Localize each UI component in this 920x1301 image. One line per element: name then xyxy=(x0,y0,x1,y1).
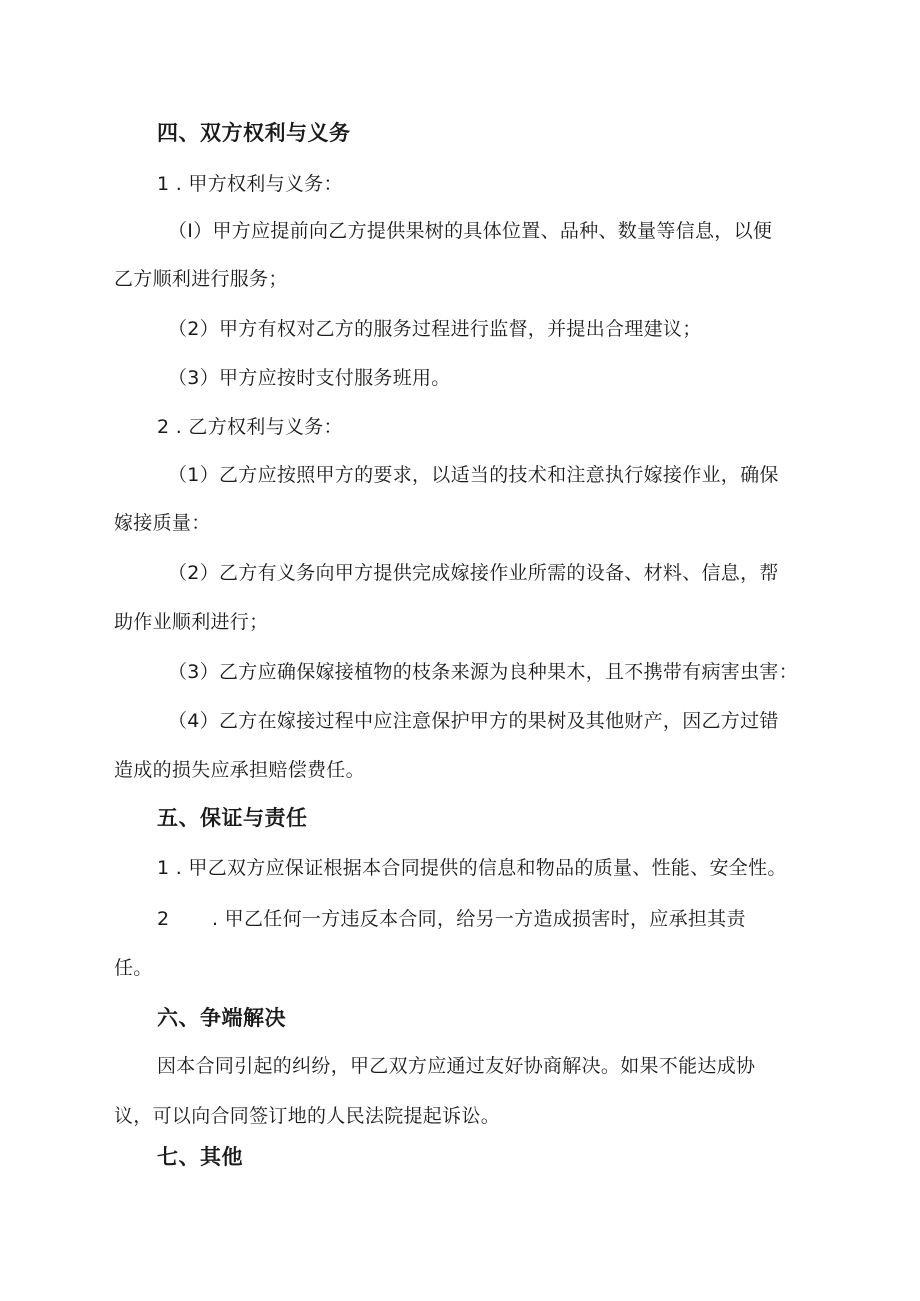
section-5-line-2-number: 2 xyxy=(157,908,170,930)
section-4-part-2-item-2: （2）乙方有义务向甲方提供完成嫁接作业所需的设备、材料、信息，帮 xyxy=(168,562,779,584)
section-6-line-2: 议，可以向合同签订地的人民法院提起诉讼。 xyxy=(114,1105,501,1127)
section-4-part-1-item-1-cont: 乙方顺利进行服务； xyxy=(114,268,288,290)
section-4-part-2-item-1: （1）乙方应按照甲方的要求，以适当的技术和注意执行嫁接作业，确保 xyxy=(168,464,779,486)
section-5-line-2-cont: 任。 xyxy=(114,957,153,979)
section-4-part-2-title: 2 . 乙方权利与义务： xyxy=(157,416,343,438)
section-5-heading: 五、保证与责任 xyxy=(157,806,308,830)
section-4-part-1-item-1: （I）甲方应提前向乙方提供果树的具体位置、品种、数量等信息，以便 xyxy=(168,220,773,242)
section-6-line-1: 因本合同引起的纠纷，甲乙双方应通过友好协商解决。如果不能达成协 xyxy=(157,1055,756,1077)
section-4-part-2-item-4-cont: 造成的损失应承担赔偿费任。 xyxy=(114,759,365,781)
section-4-part-2-item-4: （4）乙方在嫁接过程中应注意保护甲方的果树及其他财产，因乙方过错 xyxy=(168,710,779,732)
section-4-part-1-item-2: （2）甲方有权对乙方的服务过程进行监督，并提出合理建议； xyxy=(168,318,702,340)
section-5-line-2: . 甲乙任何一方违反本合同，给另一方造成损害时，应承担其责 xyxy=(212,908,746,930)
section-4-part-1-item-3: （3）甲方应按时支付服务班用。 xyxy=(168,367,451,389)
section-6-heading: 六、争端解决 xyxy=(157,1006,286,1030)
section-4-part-2-item-1-cont: 嫁接质量： xyxy=(114,512,211,534)
section-5-line-1: 1 . 甲乙双方应保证根据本合同提供的信息和物品的质量、性能、安全性。 xyxy=(157,857,787,879)
section-4-part-2-item-2-cont: 助作业顺利进行； xyxy=(114,611,269,633)
section-4-part-1-title: 1 . 甲方权利与义务： xyxy=(157,173,343,195)
section-4-part-2-item-3: （3）乙方应确保嫁接植物的枝条来源为良种果木，且不携带有病害虫害： xyxy=(168,661,798,683)
section-7-heading: 七、其他 xyxy=(157,1145,243,1169)
section-4-heading: 四、双方权利与义务 xyxy=(157,121,351,145)
